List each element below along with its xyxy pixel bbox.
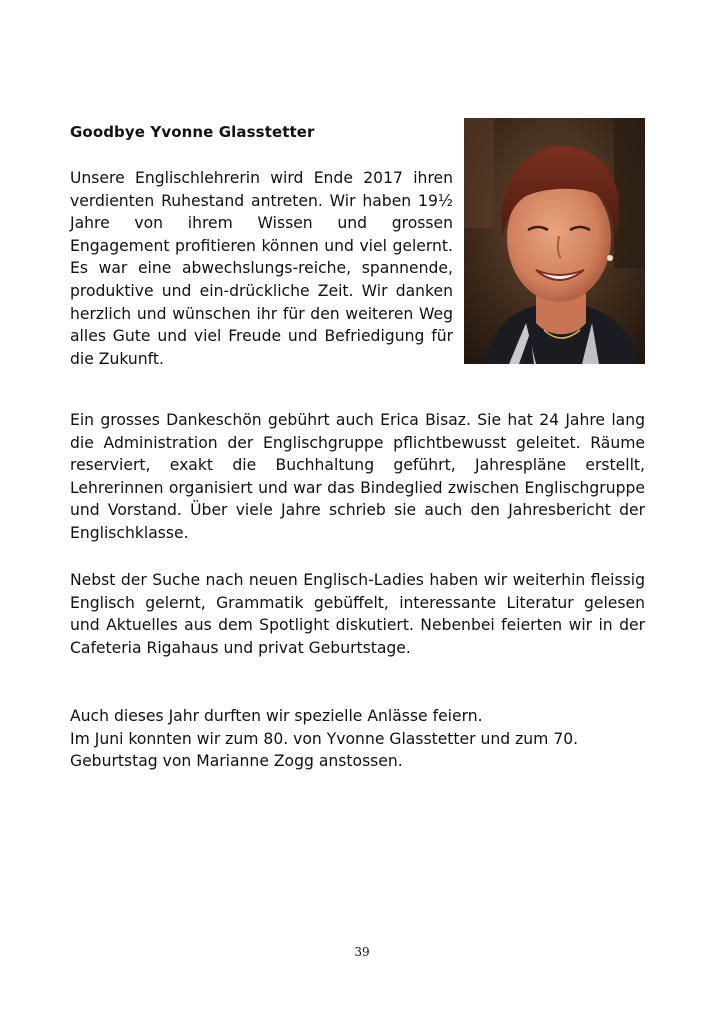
- celebrations-line-2: Im Juni konnten wir zum 80. von Yvonne Glasstetter und zum 70. Geburtstag von Marianne Zogg anstossen.: [70, 729, 579, 771]
- paragraph-thanks: Ein grosses Dankeschön gebührt auch Erica Bisaz. Sie hat 24 Jahre lang die Administration der Englischgruppe pflichtbewusst geleitet. Räume reserviert, exakt die Buchhaltung geführt, Jahrespläne erstellt, Lehrerinnen organisiert und war das Bindeglied zwischen Englischgruppe und Vorstand. Über viele Jahre schrieb sie auch den Jahresbericht der Englischklasse.: [70, 411, 645, 542]
- celebrations-line-1: Auch dieses Jahr durften wir spezielle Anlässe feiern.: [70, 707, 483, 725]
- paragraph-activities: Nebst der Suche nach neuen Englisch-Ladies haben wir weiterhin fleissig Englisch gelernt, Grammatik gebüffelt, interessante Literatur gelesen und Aktuelles aus dem Spotlight diskutiert. Nebenbei feierten wir in der Cafeteria Rigahaus und privat Geburtstage.: [70, 571, 645, 657]
- intro-paragraph: Unsere Englischlehrerin wird Ende 2017 ihren verdienten Ruhestand antreten. Wir haben 19½ Jahre von ihrem Wissen und grossen Engagement profitieren können und viel gelernt. Es war eine abwechslungs-reiche, spannende, produktive und ein-drückliche Zeit. Wir danken herzlich und wünschen ihr für den weiteren Weg alles Gute und viel Freude und Befriedigung für die Zukunft.: [70, 169, 453, 368]
- page-number: 39: [354, 945, 370, 959]
- paragraph-celebrations: [70, 705, 645, 773]
- article-heading: Goodbye Yvonne Glasstetter: [70, 123, 315, 141]
- portrait-photo: [464, 118, 645, 364]
